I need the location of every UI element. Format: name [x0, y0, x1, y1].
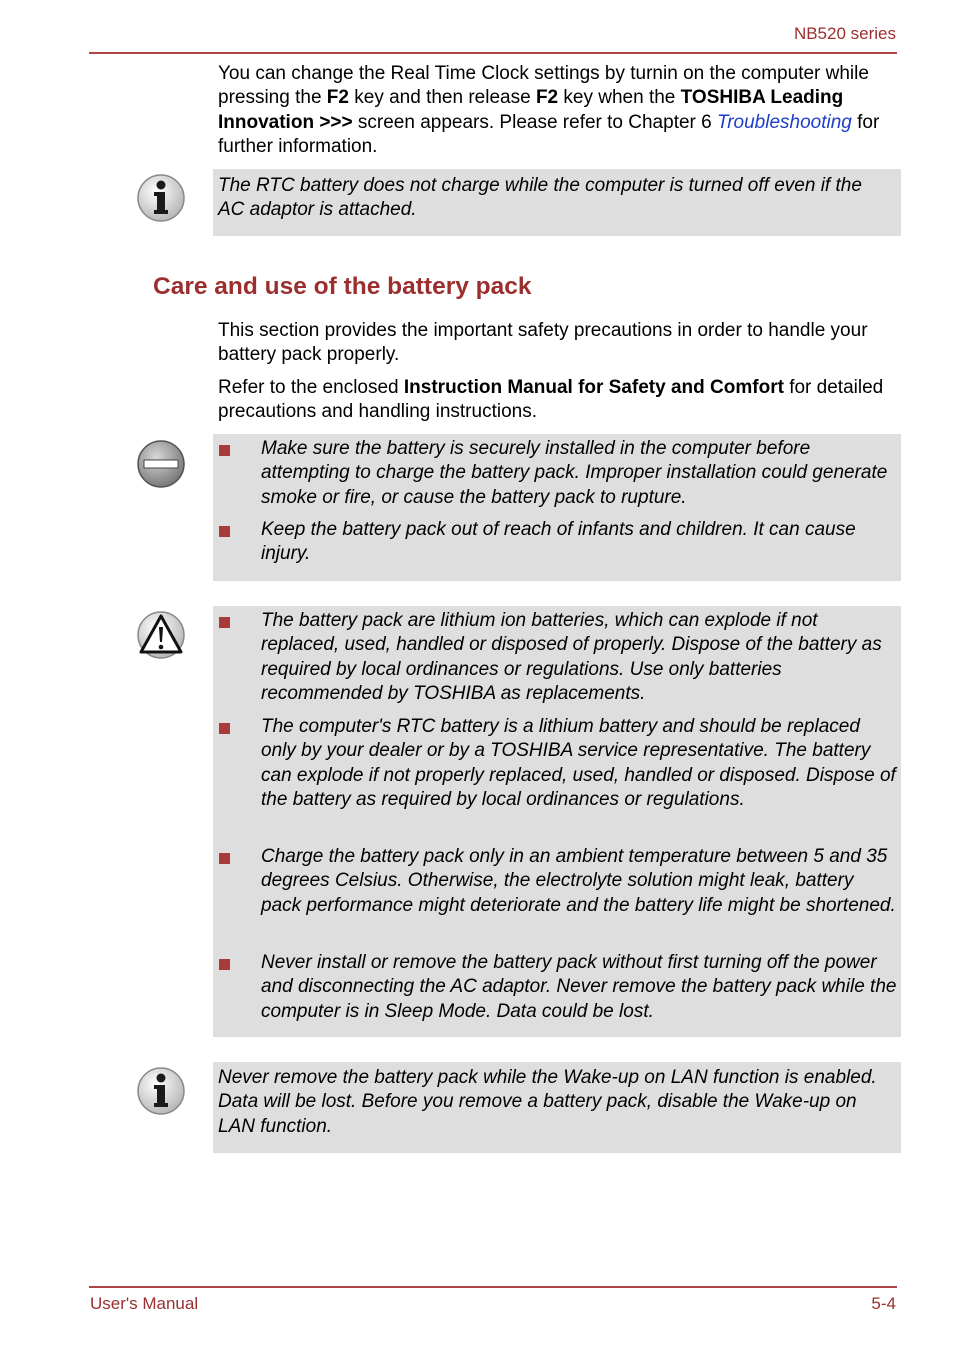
screen-name: TOSHIBA Leading Innovation >>> — [218, 87, 844, 133]
note-box — [213, 169, 901, 236]
warning-box — [213, 606, 901, 1037]
bullet-square-icon — [219, 853, 230, 864]
bullet-square-icon — [219, 723, 230, 734]
running-header: NB520 series — [793, 24, 896, 43]
bullet-square-icon — [219, 617, 230, 628]
key-f2: F2 — [326, 87, 349, 109]
note-text: Never remove the battery pack while the Wake-up on LAN function is enabled. Data will be lost. Before you remove a battery pack, disable the Wake-up on LAN function. — [218, 1067, 877, 1137]
intro-text: for further information. — [218, 111, 880, 158]
header-divider — [89, 52, 897, 54]
manual-title: Instruction Manual for Safety and Comfort — [403, 377, 784, 398]
info-icon — [136, 173, 186, 223]
footer-manual-title: User's Manual — [90, 1294, 199, 1313]
bullet-square-icon — [219, 526, 230, 537]
note-text: The RTC battery does not charge while the computer is turned off even if the AC adaptor is attached. — [218, 175, 862, 221]
section-heading: Care and use of the battery pack — [153, 273, 532, 300]
key-f2: F2 — [535, 87, 559, 109]
list-item-text: Charge the battery pack only in an ambient temperature between 5 and 35 degrees Celsius. Otherwise, the electrolyte solution might leak, battery pack performance might deteriorate and the battery life might be shortened. — [261, 846, 896, 916]
body-text: Refer to the enclosed — [218, 377, 404, 398]
body-text: for detailed precautions and handling instructions. — [218, 377, 884, 423]
body-paragraph: This section provides the important safety precautions in order to handle your battery pack properly. — [218, 320, 868, 366]
warning-icon — [136, 610, 186, 660]
footer-divider — [89, 1286, 897, 1288]
bullet-square-icon — [219, 959, 230, 970]
list-item-text: Keep the battery pack out of reach of infants and children. It can cause injury. — [261, 519, 856, 565]
intro-text: key when the — [558, 87, 681, 109]
intro-paragraph — [218, 62, 898, 160]
list-item-text: The battery pack are lithium ion batteries, which can explode if not replaced, used, handled or disposed of properly. Dispose of the battery as required by local ordinances or regulations. Use only batteries recommended by TOSHIBA as replacements. — [261, 610, 882, 705]
bullet-square-icon — [219, 445, 230, 456]
intro-text: You can change the Real Time Clock settings by turnin on the computer while pressing the — [218, 63, 869, 109]
list-item-text: Make sure the battery is securely installed in the computer before attempting to charge the battery pack. Improper installation could generate smoke or fire, or cause the battery pack to rupture. — [261, 438, 888, 508]
prohibition-icon — [136, 439, 186, 489]
body-paragraph — [218, 376, 898, 425]
list-item-text: The computer's RTC battery is a lithium battery and should be replaced only by your dealer or by a TOSHIBA service representative. The battery can explode if not properly replaced, used, handled or disposed. Dispose of the battery as required by local ordinances or regulations. — [261, 716, 896, 811]
troubleshooting-link[interactable]: Troubleshooting — [717, 111, 852, 133]
note-box — [213, 1062, 901, 1153]
caution-box — [213, 434, 901, 581]
intro-text: screen appears. Please refer to Chapter 6 — [352, 111, 717, 133]
intro-text: key and then release — [348, 87, 536, 109]
page-number: 5-4 — [871, 1294, 896, 1313]
info-icon — [136, 1066, 186, 1116]
list-item-text: Never install or remove the battery pack without first turning off the power and disconnecting the AC adaptor. Never remove the battery pack while the computer is in Sleep Mode. Data could be lost. — [261, 952, 897, 1022]
